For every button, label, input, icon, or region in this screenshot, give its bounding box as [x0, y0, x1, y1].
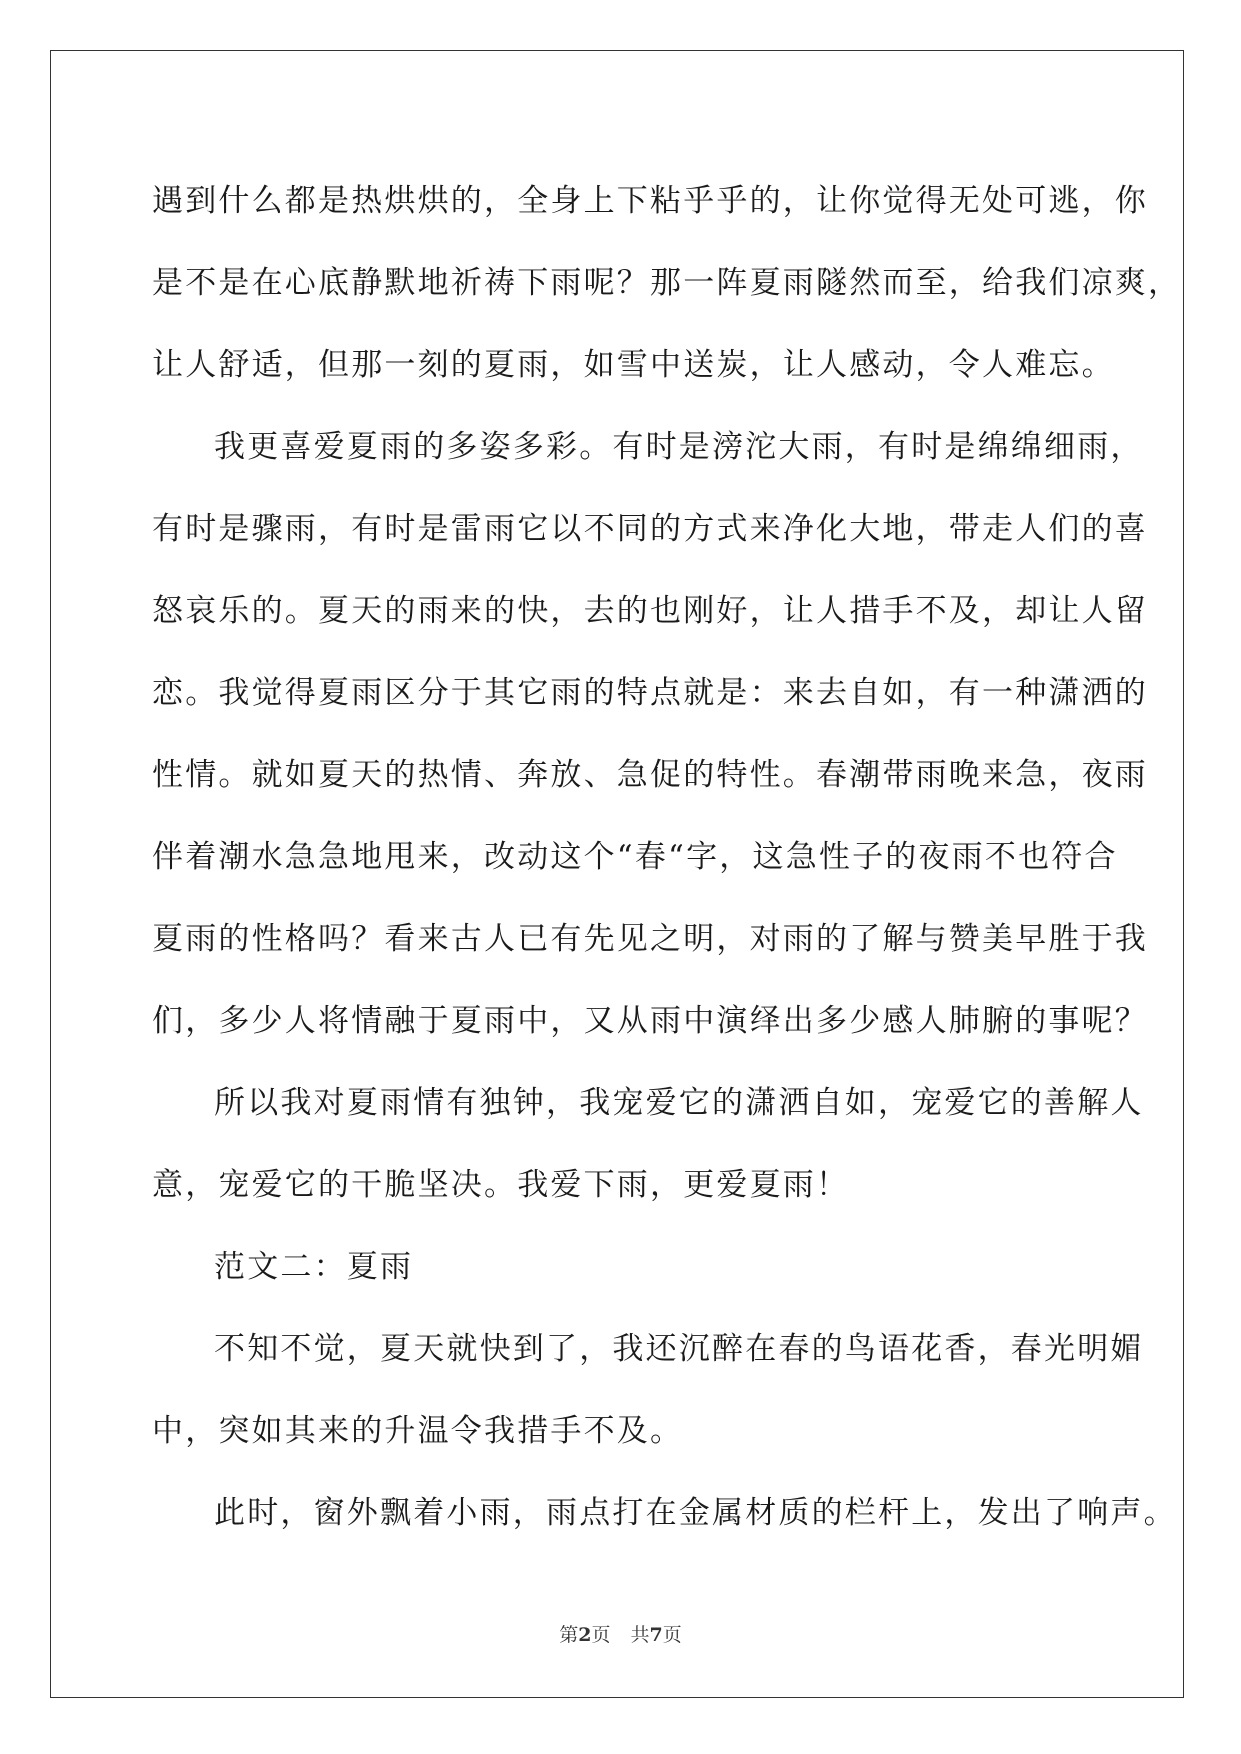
- text-line: 意，宠爱它的干脆坚决。我爱下雨，更爱夏雨！: [152, 1167, 850, 1203]
- text-line: 范文二：夏雨: [214, 1249, 414, 1285]
- text-line: 伴着潮水急急地甩来，改动这个“春“字，这急性子的夜雨不也符合: [152, 839, 1118, 875]
- text-line: 恋。我觉得夏雨区分于其它雨的特点就是：来去自如，有一种潇洒的: [152, 675, 1148, 711]
- paragraph: [152, 1062, 1144, 1226]
- paragraph: [152, 1308, 1144, 1472]
- text-line: 性情。就如夏天的热情、奔放、急促的特性。春潮带雨晚来急，夜雨: [152, 757, 1148, 793]
- total-pages: 7: [649, 1624, 663, 1646]
- text-line: 是不是在心底静默地祈祷下雨呢？那一阵夏雨隧然而至，给我们凉爽，: [152, 265, 1182, 301]
- text-line: 有时是骤雨，有时是雷雨它以不同的方式来净化大地，带走人们的喜: [152, 511, 1148, 547]
- text-line: 让人舒适，但那一刻的夏雨，如雪中送炭，让人感动，令人难忘。: [152, 347, 1115, 383]
- text-line: 怒哀乐的。夏天的雨来的快，去的也刚好，让人措手不及，却让人留: [152, 593, 1148, 629]
- text-line: 夏雨的性格吗？看来古人已有先见之明，对雨的了解与赞美早胜于我: [152, 921, 1148, 957]
- page-prefix: 第: [559, 1624, 579, 1646]
- text-line: 此时，窗外飘着小雨，雨点打在金属材质的栏杆上，发出了响声。: [214, 1495, 1177, 1531]
- text-line: 们，多少人将情融于夏雨中，又从雨中演绎出多少感人肺腑的事呢？: [152, 1003, 1148, 1039]
- total-suffix: 页: [662, 1624, 682, 1646]
- page-number: 2: [578, 1624, 592, 1646]
- text-line: 所以我对夏雨情有独钟，我宠爱它的潇洒自如，宠爱它的善解人: [214, 1085, 1144, 1121]
- paragraph: [152, 160, 1182, 406]
- page-footer: [0, 1620, 1241, 1647]
- text-line: 我更喜爱夏雨的多姿多彩。有时是滂沱大雨，有时是绵绵细雨，: [214, 429, 1144, 465]
- text-line: 中，突如其来的升温令我措手不及。: [152, 1413, 684, 1449]
- text-line: 遇到什么都是热烘烘的，全身上下粘乎乎的，让你觉得无处可逃，你: [152, 183, 1148, 219]
- page-suffix: 页: [591, 1624, 611, 1646]
- paragraph: [152, 1472, 1177, 1554]
- document-body: [152, 160, 1182, 1554]
- total-prefix: 共: [630, 1624, 650, 1646]
- paragraph: [152, 406, 1148, 1062]
- section-heading: [152, 1226, 1092, 1308]
- text-line: 不知不觉，夏天就快到了，我还沉醉在春的鸟语花香，春光明媚: [214, 1331, 1144, 1367]
